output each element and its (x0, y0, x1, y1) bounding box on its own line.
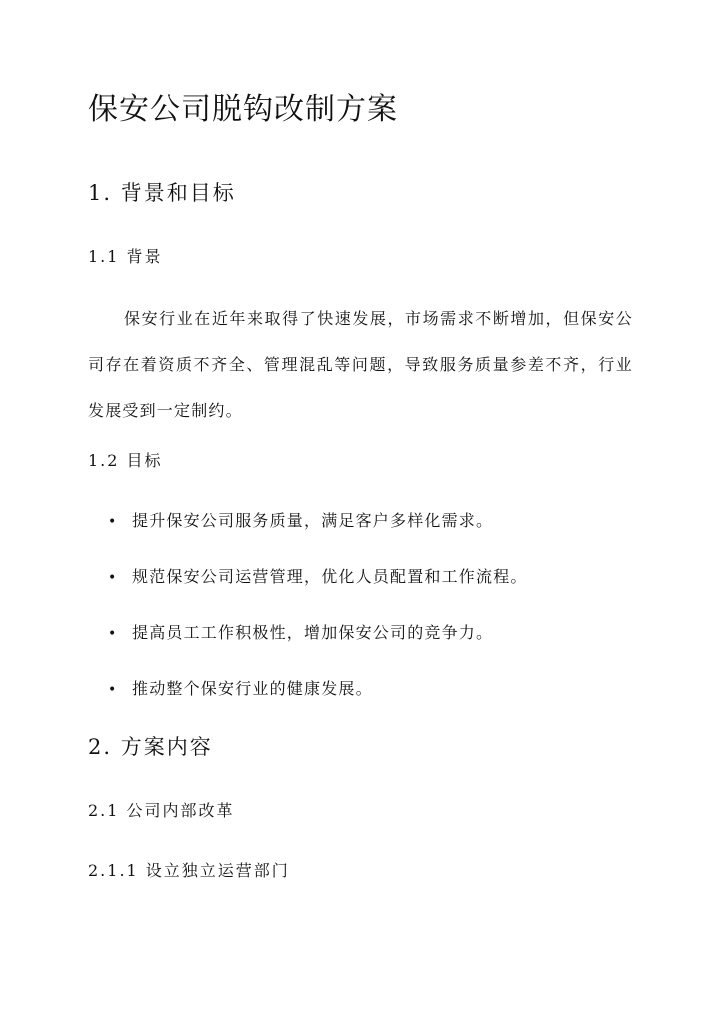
list-item-text: 提高员工工作积极性，增加保安公司的竞争力。 (132, 623, 494, 642)
bullet-icon: • (108, 626, 118, 642)
section-2-heading: 2. 方案内容 (88, 735, 213, 759)
section-2-1-1-heading: 2.1.1 设立独立运营部门 (88, 861, 290, 880)
section-1-2-heading: 1.2 目标 (88, 451, 163, 470)
section-2-1-heading: 2.1 公司内部改革 (88, 801, 235, 820)
section-1-heading: 1. 背景和目标 (88, 181, 236, 205)
list-item (108, 676, 373, 699)
list-item (108, 564, 528, 587)
list-item-text: 提升保安公司服务质量，满足客户多样化需求。 (132, 511, 494, 530)
list-item (108, 620, 493, 643)
background-paragraph: 保安行业在近年来取得了快速发展，市场需求不断增加，但保安公司存在着资质不齐全、管理混乱等问题，导致服务质量参差不齐，行业发展受到一定制约。 (88, 309, 633, 420)
bullet-icon: • (108, 682, 118, 698)
section-1-1-heading: 1.1 背景 (88, 247, 163, 266)
document-title: 保安公司脱钩改制方案 (88, 92, 398, 127)
list-item (108, 508, 493, 531)
bullet-icon: • (108, 514, 118, 530)
list-item-text: 推动整个保安行业的健康发展。 (132, 679, 373, 698)
list-item-text: 规范保安公司运营管理，优化人员配置和工作流程。 (132, 567, 528, 586)
bullet-icon: • (108, 570, 118, 586)
